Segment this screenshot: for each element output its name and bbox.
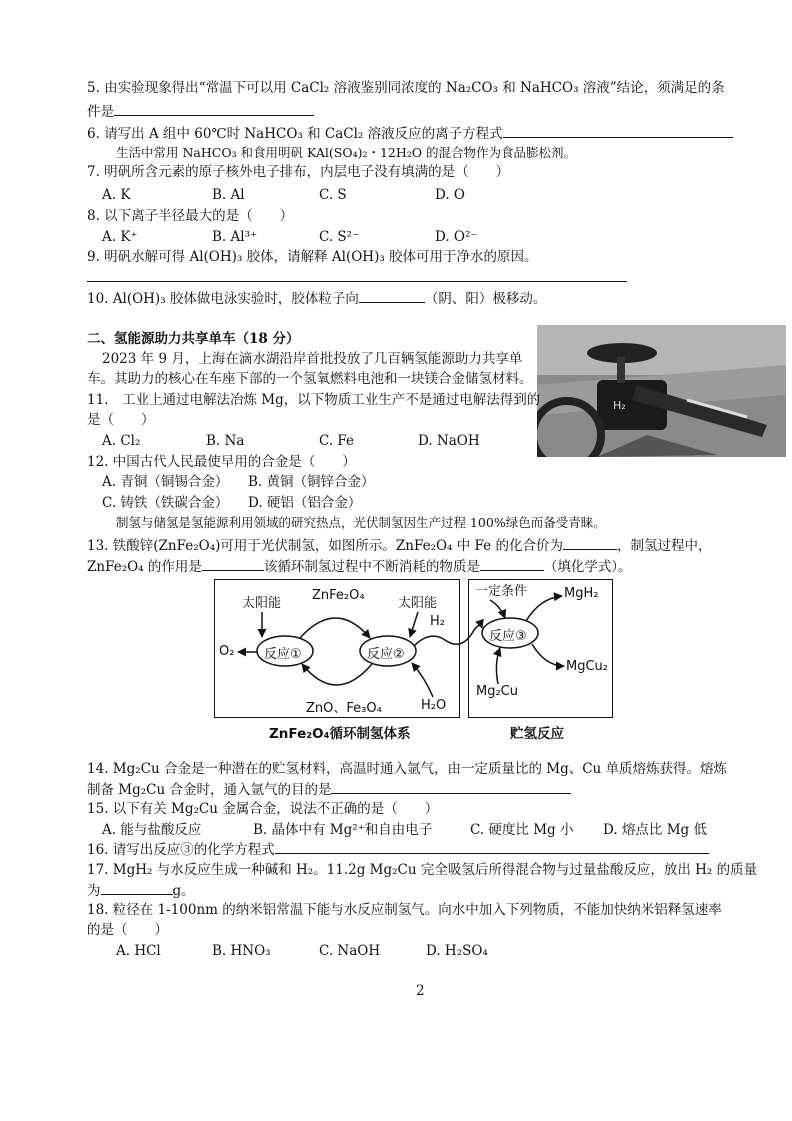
q15-option-b[interactable]: B. 晶体中有 Mg²⁺和自由电子 xyxy=(253,822,433,838)
reaction1-label: 反应① xyxy=(264,647,302,662)
q7-option-b[interactable]: B. Al xyxy=(212,187,245,203)
q12-text: 12. 中国古代人民最使早用的合金是（ ） xyxy=(87,454,356,470)
h2-label: H₂ xyxy=(430,614,445,629)
mg2cu-label: Mg₂Cu xyxy=(476,684,518,699)
q10-label-a: 10. Al(OH)₃ 胶体做电泳实验时，胶体粒子向 xyxy=(87,291,359,307)
mgcu2-arrow xyxy=(532,644,564,666)
q11-option-c[interactable]: C. Fe xyxy=(319,433,355,449)
q6-note: 生活中常用 NaHCO₃ 和食用明矾 KAl(SO₄)₂・12H₂O 的混合物作为食品膨松剂。 xyxy=(116,145,577,160)
q18-option-c[interactable]: C. NaOH xyxy=(319,943,381,959)
solar-energy-label-1: 太阳能 xyxy=(242,596,282,611)
section2-title: 二、氢能源助力共享单车（18 分） xyxy=(87,331,300,347)
q8-option-d[interactable]: D. O²⁻ xyxy=(435,229,478,245)
q15-text: 15. 以下有关 Mg₂Cu 金属合金，说法不正确的是（ ） xyxy=(87,801,439,817)
reaction3-label: 反应③ xyxy=(489,629,527,644)
q9-text: 9. 明矾水解可得 Al(OH)₃ 胶体，请解释 Al(OH)₃ 胶体可用于净水的原因。 xyxy=(87,249,538,265)
q17-text: 17. MgH₂ 与水反应生成一种碱和 H₂。11.2g Mg₂Cu 完全吸氢后所得混合物与过量盐酸反应，放出 H₂ 的质量 xyxy=(87,862,758,878)
q18-option-a[interactable]: A. HCl xyxy=(116,943,161,959)
q11-cont: 是（ ） xyxy=(87,412,155,428)
q7-text: 7. 明矾所含元素的原子核外电子排布，内层电子没有填满的是（ ） xyxy=(87,164,510,180)
cycle-diagram-caption: ZnFe₂O₄循环制氢体系 xyxy=(269,726,411,742)
q17-label-a: 为 xyxy=(87,883,101,899)
q11-text: 11. 工业上通过电解法冶炼 Mg，以下物质工业生产不是通过电解法得到的 xyxy=(87,392,541,408)
q15-option-a[interactable]: A. 能与盐酸反应 xyxy=(102,822,202,838)
section2-intro-line1: 2023 年 9 月，上海在滴水湖沿岸首批投放了几百辆氢能源助力共享单 xyxy=(102,351,523,367)
arc-top xyxy=(300,618,370,638)
solar-energy-label-2: 太阳能 xyxy=(398,596,438,611)
q15-option-d[interactable]: D. 熔点比 Mg 低 xyxy=(603,822,707,838)
q13-label-d: 该循环制氢过程中不断消耗的物质是 xyxy=(263,559,480,575)
section2-intro-line2: 车。其助力的核心在车座下部的一个氢氧燃料电池和一块镁合金储氢材料。 xyxy=(87,371,533,387)
solar2-arrow xyxy=(410,612,418,637)
q14-answer-blank[interactable] xyxy=(331,780,571,794)
zinc-ferrite-label: ZnFe₂O₄ xyxy=(312,588,365,603)
q11-option-d[interactable]: D. NaOH xyxy=(418,433,480,449)
q12-option-a[interactable]: A. 青铜（铜锡合金） xyxy=(102,474,229,490)
q16-text xyxy=(87,840,709,859)
q14-text: 14. Mg₂Cu 合金是一种潜在的贮氢材料，高温时通入氩气，由一定质量比的 Mg、Cu 单质熔炼获得。熔炼 xyxy=(87,761,728,777)
mgh2-arrow xyxy=(526,596,562,621)
q5-cont-label: 件是 xyxy=(87,104,114,120)
q11-option-b[interactable]: B. Na xyxy=(206,433,245,449)
page-number: 2 xyxy=(416,983,425,999)
mgcu2-label: MgCu₂ xyxy=(566,659,608,674)
reaction2-label: 反应② xyxy=(367,647,405,662)
q13-label-c: ZnFe₂O₄ 的作用是 xyxy=(87,559,202,575)
arc-bottom xyxy=(302,664,372,685)
h2o-label: H₂O xyxy=(421,698,447,713)
q7-option-c[interactable]: C. S xyxy=(319,187,347,203)
q13-label-a: 13. 铁酸锌(ZnFe₂O₄)可用于光伏制氢，如图所示。ZnFe₂O₄ 中 Fe 的化合价为 xyxy=(87,538,563,554)
q12-option-b[interactable]: B. 黄铜（铜锌合金） xyxy=(248,474,375,490)
mgh2-label: MgH₂ xyxy=(564,586,599,601)
h2-arrow xyxy=(414,625,482,646)
q8-option-c[interactable]: C. S²⁻ xyxy=(319,229,360,245)
svg-text:H₂: H₂ xyxy=(613,399,626,412)
q18-option-d[interactable]: D. H₂SO₄ xyxy=(426,943,488,959)
q5-text: 5. 由实验现象得出“常温下可以用 CaCl₂ 溶液鉴别同浓度的 Na₂CO₃ 和 NaHCO₃ 溶液”结论，须满足的条 xyxy=(87,80,725,96)
zno-fe3o4-label: ZnO、Fe₃O₄ xyxy=(306,701,382,716)
mg2cu-arrow xyxy=(496,648,500,684)
q18-cont: 的是（ ） xyxy=(87,922,168,938)
q17-answer-blank[interactable] xyxy=(101,881,173,895)
storage-diagram-caption: 贮氢反应 xyxy=(510,726,564,742)
q16-answer-blank[interactable] xyxy=(275,840,709,854)
q12-option-d[interactable]: D. 硬铝（铝合金） xyxy=(248,495,362,511)
q18-text: 18. 粒径在 1-100nm 的纳米铝常温下能与水反应制氢气。向水中加入下列物质，不能加快纳米铝释氢速率 xyxy=(87,902,722,918)
q12-note: 制氢与储氢是氢能源利用领域的研究热点，光伏制氢因生产过程 100%绿色而备受青睐。 xyxy=(116,515,606,530)
q10-label-b: （阴、阳）极移动。 xyxy=(424,291,547,307)
q11-option-a[interactable]: A. Cl₂ xyxy=(102,433,141,449)
q17-label-b: g。 xyxy=(172,883,195,899)
q7-option-a[interactable]: A. K xyxy=(102,187,131,203)
q7-option-d[interactable]: D. O xyxy=(435,187,465,203)
q12-option-c[interactable]: C. 铸铁（铁碳合金） xyxy=(102,495,229,511)
q13-label-e: （填化学式）。 xyxy=(543,559,632,575)
q14-label: 制备 Mg₂Cu 合金时，通入氩气的目的是 xyxy=(87,782,332,798)
q8-text: 8. 以下离子半径最大的是（ ） xyxy=(87,208,294,224)
q17-cont xyxy=(87,881,195,900)
q18-option-b[interactable]: B. HNO₃ xyxy=(212,943,271,959)
h2o-arrow xyxy=(412,663,433,697)
q8-option-b[interactable]: B. Al³⁺ xyxy=(212,229,258,245)
q8-option-a[interactable]: A. K⁺ xyxy=(102,229,138,245)
q16-label: 16. 请写出反应③的化学方程式 xyxy=(87,842,275,858)
o2-label: O₂ xyxy=(219,644,235,659)
condition-arrow xyxy=(490,600,505,618)
q13-label-b: ，制氢过程中， xyxy=(616,538,712,554)
q6-label: 6. 请写出 A 组中 60℃时 NaHCO₃ 和 CaCl₂ 溶液反应的离子方程式 xyxy=(87,126,503,142)
q15-option-c[interactable]: C. 硬度比 Mg 小 xyxy=(470,822,574,838)
q14-cont xyxy=(87,780,571,799)
condition-label: 一定条件 xyxy=(475,584,528,599)
